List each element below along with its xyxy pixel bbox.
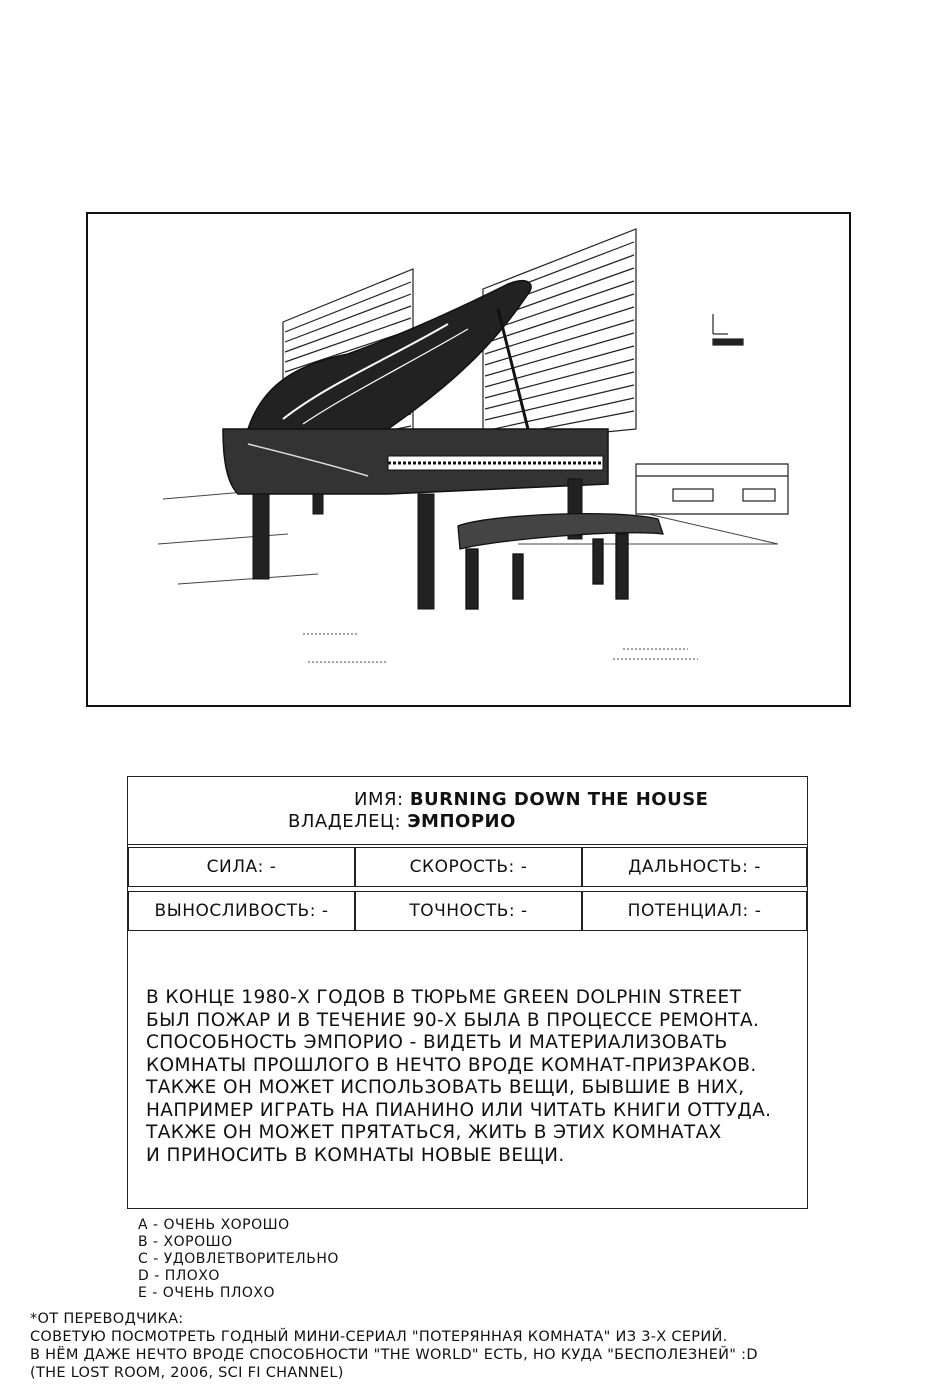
stat-label: ДАЛЬНОСТЬ: xyxy=(628,857,749,877)
stand-header xyxy=(128,777,807,845)
stat-range xyxy=(582,847,807,887)
stand-owner-value: ЭМПОРИО xyxy=(407,811,516,832)
stat-label: ПОТЕНЦИАЛ: xyxy=(627,901,749,921)
stand-name-label: ИМЯ: xyxy=(354,789,404,810)
note-line: В НЁМ ДАЖЕ НЕЧТО ВРОДЕ СПОСОБНОСТИ "THE WORLD" ЕСТЬ, НО КУДА "БЕСПОЛЕЗНЕЙ" :D xyxy=(30,1347,758,1363)
stat-durability xyxy=(128,891,355,931)
stand-description xyxy=(146,987,796,1167)
stat-speed xyxy=(355,847,582,887)
piano-keyboard xyxy=(388,456,603,470)
stat-value: - xyxy=(521,901,528,921)
stat-value: - xyxy=(520,857,528,877)
description-line: ТАКЖЕ ОН МОЖЕТ ПРЯТАТЬСЯ, ЖИТЬ В ЭТИХ КОМНАТАХ xyxy=(146,1122,722,1143)
stand-owner-label: ВЛАДЕЛЕЦ: xyxy=(288,811,402,832)
legend-item: A - ОЧЕНЬ ХОРОШО xyxy=(138,1217,290,1233)
stand-stat-card xyxy=(127,776,808,1209)
stand-owner-line xyxy=(288,811,516,832)
piano-illustration-panel xyxy=(86,212,851,707)
wall-cabinet xyxy=(636,314,788,514)
description-line: В КОНЦЕ 1980-Х ГОДОВ В ТЮРЬМЕ GREEN DOLPHIN STREET xyxy=(146,987,742,1008)
description-line: НАПРИМЕР ИГРАТЬ НА ПИАНИНО ИЛИ ЧИТАТЬ КНИГИ ОТТУДА. xyxy=(146,1099,772,1121)
stat-value: - xyxy=(754,857,761,877)
stat-label: СИЛА: xyxy=(206,857,264,877)
stat-value: - xyxy=(754,901,762,921)
stat-power xyxy=(128,847,355,887)
rating-legend xyxy=(138,1217,339,1302)
stand-name-line xyxy=(354,789,708,810)
legend-item: C - УДОВЛЕТВОРИТЕЛЬНО xyxy=(138,1251,339,1267)
grand-piano-drawing xyxy=(88,214,849,705)
description-line: КОМНАТЫ ПРОШЛОГО В НЕЧТО ВРОДЕ КОМНАТ-ПРИЗРАКОВ. xyxy=(146,1054,757,1076)
stat-precision xyxy=(355,891,582,931)
note-line: СОВЕТУЮ ПОСМОТРЕТЬ ГОДНЫЙ МИНИ-СЕРИАЛ "ПОТЕРЯННАЯ КОМНАТА" ИЗ 3-Х СЕРИЙ. xyxy=(30,1329,728,1345)
stat-label: ТОЧНОСТЬ: xyxy=(409,901,516,921)
translator-note xyxy=(30,1310,758,1382)
description-line: СПОСОБНОСТЬ ЭМПОРИО - ВИДЕТЬ И МАТЕРИАЛИЗОВАТЬ xyxy=(146,1032,728,1053)
note-line: *ОТ ПЕРЕВОДЧИКА: xyxy=(30,1311,184,1327)
description-line: ТАКЖЕ ОН МОЖЕТ ИСПОЛЬЗОВАТЬ ВЕЩИ, БЫВШИЕ В НИХ, xyxy=(146,1077,745,1098)
legend-item: B - ХОРОШО xyxy=(138,1234,233,1250)
legend-item: E - ОЧЕНЬ ПЛОХО xyxy=(138,1285,276,1301)
note-line: (THE LOST ROOM, 2006, SCI FI CHANNEL) xyxy=(30,1365,344,1381)
legend-item: D - ПЛОХО xyxy=(138,1268,220,1284)
stat-value: - xyxy=(269,857,277,877)
stat-value: - xyxy=(321,901,329,921)
stat-label: СКОРОСТЬ: xyxy=(409,857,515,877)
piano-bench xyxy=(458,514,663,609)
description-line: БЫЛ ПОЖАР И В ТЕЧЕНИЕ 90-Х БЫЛА В ПРОЦЕССЕ РЕМОНТА. xyxy=(146,1009,760,1031)
stat-potential xyxy=(582,891,807,931)
stat-label: ВЫНОСЛИВОСТЬ: xyxy=(154,901,316,921)
description-line: И ПРИНОСИТЬ В КОМНАТЫ НОВЫЕ ВЕЩИ. xyxy=(146,1144,565,1166)
stand-name-value: BURNING DOWN THE HOUSE xyxy=(409,789,709,810)
